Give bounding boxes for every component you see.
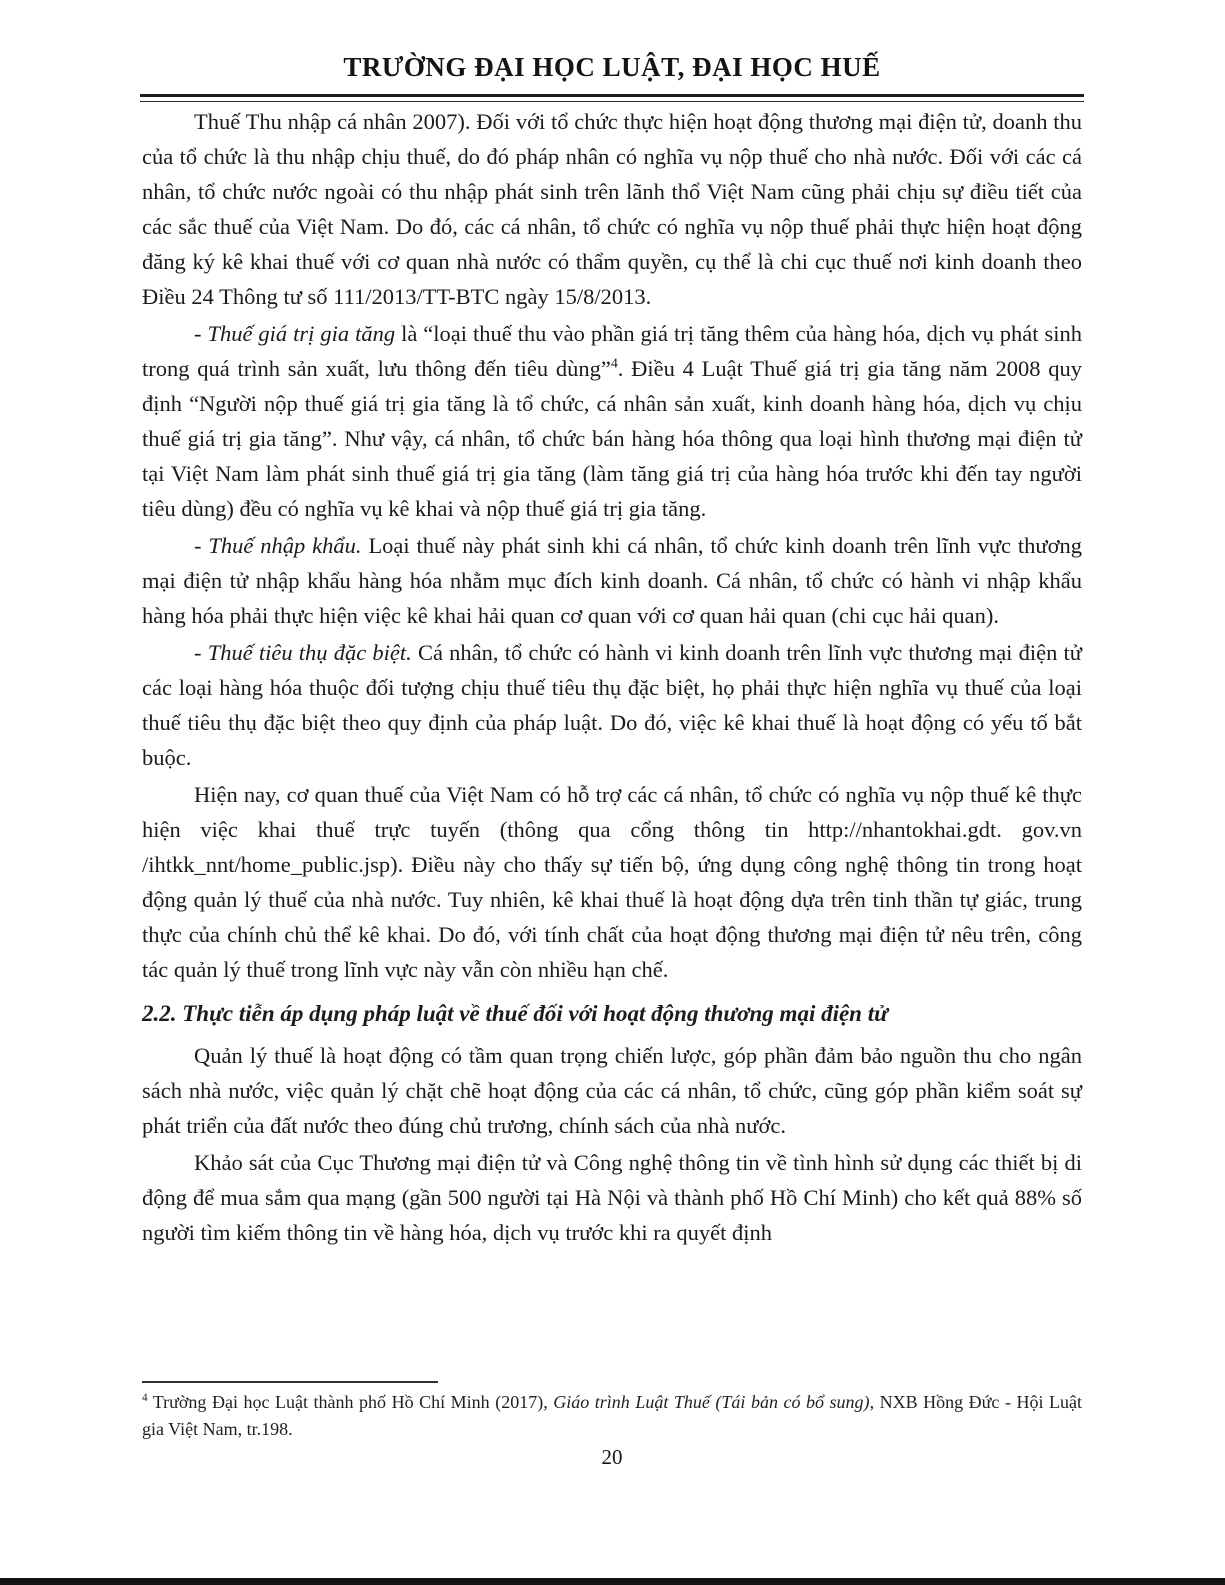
paragraph-import-tax: - Thuế nhập khẩu. Loại thuế này phát sinh khi cá nhân, tổ chức kinh doanh trên lĩnh vực thương mại điện tử nhập khẩu hàng hóa nhằm mục đích kinh doanh. Cá nhân, tổ chức có hành vi nhập khẩu hàng hóa phải thực hiện việc kê khai hải quan cơ quan với cơ quan hải quan (chi cục hải quan).: [142, 533, 1082, 628]
footnote-divider-rule: [142, 1381, 438, 1383]
body-content: [142, 104, 1082, 1252]
paragraph-vat: - Thuế giá trị gia tăng là “loại thuế thu vào phần giá trị tăng thêm của hàng hóa, dịch vụ phát sinh trong quá trình sản xuất, lưu thông đến tiêu dùng”$^4$. Điều 4 Luật Thuế giá trị gia tăng năm 2008 quy định “Người nộp thuế giá trị gia tăng là tổ chức, cá nhân sản xuất, kinh doanh hàng hóa, dịch vụ chịu thuế giá trị gia tăng”. Như vậy, cá nhân, tổ chức bán hàng hóa thông qua loại hình thương mại điện tử tại Việt Nam làm phát sinh thuế giá trị gia tăng (làm tăng giá trị của hàng hóa trước khi đến tay người tiêu dùng) đều có nghĩa vụ kê khai và nộp thuế giá trị gia tăng.: [142, 321, 1082, 521]
footnote-body: Trường Đại học Luật thành phố Hồ Chí Minh (2017), Giáo trình Luật Thuế (Tái bản có bổ sung), NXB Hồng Đức - Hội Luật gia Việt Nam, tr.198.: [142, 1392, 1083, 1439]
paragraph-income-tax: Thuế Thu nhập cá nhân 2007). Đối với tổ chức thực hiện hoạt động thương mại điện tử, doanh thu của tổ chức là thu nhập chịu thuế, do đó pháp nhân có nghĩa vụ nộp thuế cho nhà nước. Đối với các cá nhân, tổ chức nước ngoài có thu nhập phát sinh trên lãnh thổ Việt Nam cũng phải chịu sự điều tiết của các sắc thuế của Việt Nam. Do đó, các cá nhân, tổ chức có nghĩa vụ nộp thuế phải thực hiện hoạt động đăng ký kê khai thuế với cơ quan nhà nước có thẩm quyền, cụ thể là chi cục thuế nơi kinh doanh theo Điều 24 Thông tư số 111/2013/TT-BTC ngày 15/8/2013.: [142, 109, 1082, 309]
paragraph-tax-management: Quản lý thuế là hoạt động có tầm quan trọng chiến lược, góp phần đảm bảo nguồn thu cho ngân sách nhà nước, việc quản lý chặt chẽ hoạt động của các cá nhân, tổ chức, cũng góp phần kiểm soát sự phát triển của đất nước theo đúng chủ trương, chính sách của nhà nước.: [142, 1043, 1082, 1138]
page-running-head: TRƯỜNG ĐẠI HỌC LUẬT, ĐẠI HỌC HUẾ: [343, 52, 881, 82]
paragraph-special-consumption-tax: - Thuế tiêu thụ đặc biệt. Cá nhân, tổ chức có hành vi kinh doanh trên lĩnh vực thương mại điện tử các loại hàng hóa thuộc đối tượng chịu thuế tiêu thụ đặc biệt, họ phải thực hiện nghĩa vụ thuế của loại thuế tiêu thụ đặc biệt theo quy định của pháp luật. Do đó, việc kê khai thuế là hoạt động có yếu tố bắt buộc.: [142, 640, 1083, 770]
footnote-text: [142, 1389, 1082, 1443]
header-divider-rule: [140, 94, 1084, 102]
page-number: 20: [601, 1445, 623, 1469]
footnote-marker: 4: [142, 1392, 148, 1404]
section-heading-2-2: 2.2. Thực tiễn áp dụng pháp luật về thuế đối với hoạt động thương mại điện tử: [142, 1001, 888, 1026]
paragraph-online-declaration: Hiện nay, cơ quan thuế của Việt Nam có hỗ trợ các cá nhân, tổ chức có nghĩa vụ nộp thuế kê thực hiện việc khai thuế trực tuyến (thông qua cổng thông tin http://nhantokhai.gdt. gov.vn /ihtkk_nnt/home_public.jsp). Điều này cho thấy sự tiến bộ, ứng dụng công nghệ thông tin trong hoạt động quản lý thuế của nhà nước. Tuy nhiên, kê khai thuế là hoạt động dựa trên tinh thần tự giác, trung thực của chính chủ thể kê khai. Do đó, với tính chất của hoạt động thương mại điện tử nêu trên, công tác quản lý thuế trong lĩnh vực này vẫn còn nhiều hạn chế.: [142, 782, 1082, 982]
scan-edge-bar: [0, 1578, 1225, 1585]
paragraph-survey: Khảo sát của Cục Thương mại điện tử và Công nghệ thông tin về tình hình sử dụng các thiết bị di động để mua sắm qua mạng (gần 500 người tại Hà Nội và thành phố Hồ Chí Minh) cho kết quả 88% số người tìm kiếm thông tin về hàng hóa, dịch vụ trước khi ra quyết định: [142, 1150, 1082, 1245]
footnote-block: [142, 1381, 1082, 1443]
